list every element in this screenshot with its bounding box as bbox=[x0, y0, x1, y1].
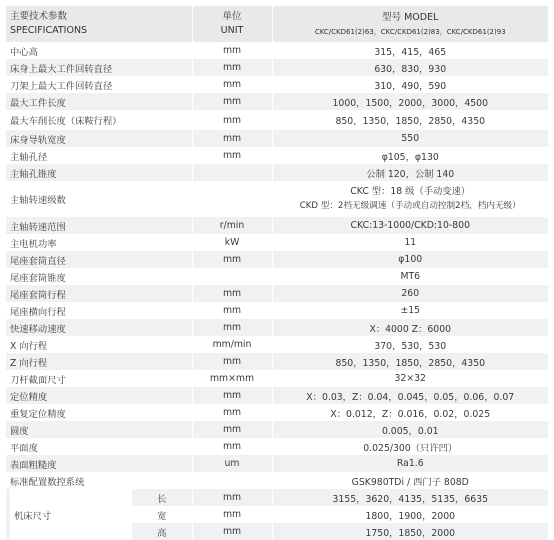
param-unit: mm bbox=[192, 387, 272, 404]
param-value: 公制 120，公制 140 bbox=[272, 164, 548, 181]
param-name: 主轴转速级数 bbox=[6, 181, 192, 217]
dims-name: 机床尺寸 bbox=[10, 489, 132, 540]
param-name: 主轴孔径 bbox=[6, 147, 192, 164]
table-row bbox=[6, 387, 548, 404]
param-unit: mm bbox=[192, 59, 272, 76]
table-row bbox=[6, 404, 548, 421]
param-value: 550 bbox=[272, 130, 548, 147]
param-value: φ100 bbox=[272, 251, 548, 268]
param-unit bbox=[192, 472, 272, 489]
param-unit: mm bbox=[192, 523, 272, 540]
param-unit: mm bbox=[192, 93, 272, 110]
param-name: 刀杆截面尺寸 bbox=[6, 370, 192, 387]
param-value: MT6 bbox=[400, 271, 421, 282]
dims-sub-label: 高 bbox=[132, 523, 192, 540]
param-value: 850，1350，1850，2850，4350 bbox=[272, 353, 548, 370]
param-name: 尾座套筒直径 bbox=[6, 251, 192, 268]
param-value: Ra1.6 bbox=[272, 455, 548, 472]
param-unit: mm bbox=[192, 506, 272, 523]
param-value: 1800，1900，2000 bbox=[365, 510, 456, 522]
param-value: φ105，φ130 bbox=[381, 151, 439, 163]
param-unit: mm/min bbox=[192, 336, 272, 353]
param-unit: mm bbox=[192, 130, 272, 147]
param-value: 370，530，530 bbox=[374, 340, 447, 352]
param-unit: mm bbox=[192, 319, 272, 336]
param-unit: mm bbox=[192, 353, 272, 370]
param-name: 中心高 bbox=[6, 42, 192, 59]
param-value: 310，490，590 bbox=[374, 80, 447, 92]
table-row bbox=[6, 336, 548, 353]
param-value: 630，830，930 bbox=[272, 59, 548, 76]
param-unit bbox=[192, 268, 272, 285]
table-row bbox=[6, 93, 548, 110]
param-value: X：0.012，Z：0.016，0.02，0.025 bbox=[330, 408, 491, 420]
table-row bbox=[6, 472, 548, 489]
param-name: 重复定位精度 bbox=[6, 404, 192, 421]
table-row bbox=[6, 455, 548, 472]
param-unit: mm bbox=[192, 421, 272, 438]
param-unit: mm bbox=[192, 42, 272, 59]
param-name: 快速移动速度 bbox=[6, 319, 192, 336]
param-value bbox=[272, 181, 548, 217]
table-row bbox=[6, 353, 548, 370]
header-model-cell bbox=[272, 6, 548, 42]
param-value: 3155，3620，4135，5135，6635 bbox=[272, 489, 548, 506]
param-value: 32×32 bbox=[394, 373, 426, 384]
param-unit: mm bbox=[192, 438, 272, 455]
dims-sub-label: 长 bbox=[132, 489, 192, 506]
table-row bbox=[6, 130, 548, 147]
param-value: 11 bbox=[404, 237, 417, 248]
param-value: X：0.03，Z：0.04，0.045，0.05，0.06，0.07 bbox=[272, 387, 548, 404]
param-name: 圆度 bbox=[6, 421, 192, 438]
param-value-line: CKC 型：18 级（手动变速） bbox=[350, 186, 471, 197]
param-value: ±15 bbox=[400, 305, 421, 316]
param-unit: mm bbox=[192, 251, 272, 268]
param-unit: mm bbox=[192, 404, 272, 421]
table-row bbox=[6, 164, 548, 181]
table-row bbox=[6, 76, 548, 93]
param-name: 尾座套筒锥度 bbox=[6, 268, 192, 285]
param-unit bbox=[192, 181, 272, 217]
param-name: 定位精度 bbox=[6, 387, 192, 404]
table-row bbox=[6, 147, 548, 164]
param-name: 床身上最大工件回转直径 bbox=[6, 59, 192, 76]
table-row bbox=[6, 110, 548, 130]
param-value: 315，415，465 bbox=[374, 46, 447, 58]
param-value: 850，1350，1850，2850，4350 bbox=[335, 116, 486, 127]
table-row bbox=[6, 370, 548, 387]
dims-sub-label: 宽 bbox=[132, 506, 192, 523]
dims-cell bbox=[6, 489, 192, 540]
table-row bbox=[6, 268, 548, 285]
table-row bbox=[6, 234, 548, 251]
table-row bbox=[6, 421, 548, 438]
param-value: CKC:13-1000/CKD:10-800 bbox=[272, 217, 548, 234]
param-name: 表面粗糙度 bbox=[6, 455, 192, 472]
param-name: 平面度 bbox=[6, 438, 192, 455]
param-name: 床身导轨宽度 bbox=[6, 130, 192, 147]
param-value: 260 bbox=[272, 285, 548, 302]
dims-subtable bbox=[10, 489, 192, 540]
table-row bbox=[6, 42, 548, 59]
table-row bbox=[6, 438, 548, 455]
header-model-list: CKC/CKD61(2)63，CKC/CKD61(2)83，CKC/CKD61(2)93 bbox=[314, 27, 506, 36]
param-unit: mm bbox=[192, 110, 272, 130]
table-row bbox=[6, 489, 548, 506]
param-name: 尾座套筒行程 bbox=[6, 285, 192, 302]
header-name-en: SPECIFICATIONS bbox=[10, 25, 88, 36]
header-unit-cell bbox=[192, 6, 272, 42]
table-row bbox=[6, 217, 548, 234]
param-unit: um bbox=[192, 455, 272, 472]
table-row bbox=[6, 319, 548, 336]
param-unit: mm bbox=[192, 285, 272, 302]
table-row bbox=[6, 302, 548, 319]
header-model-label: 型号 MODEL bbox=[382, 11, 439, 23]
param-name: 标准配置数控系统 bbox=[6, 472, 192, 489]
header-name-cell bbox=[6, 6, 192, 42]
param-name: 主电机功率 bbox=[6, 234, 192, 251]
param-unit: mm bbox=[192, 76, 272, 93]
table-row bbox=[6, 251, 548, 268]
param-value: 0.025/300（只许凹） bbox=[363, 442, 458, 454]
header-unit-cn: 单位 bbox=[222, 11, 242, 22]
param-unit: r/min bbox=[192, 217, 272, 234]
table-row bbox=[6, 285, 548, 302]
spec-table bbox=[6, 6, 548, 540]
param-unit: mm×mm bbox=[192, 370, 272, 387]
param-value-line: CKD 型：2档无级调速（手动或自动控制2档，档内无级） bbox=[299, 201, 521, 211]
param-unit: kW bbox=[192, 234, 272, 251]
param-name: Z 向行程 bbox=[6, 353, 192, 370]
param-unit: mm bbox=[192, 489, 272, 506]
param-value: GSK980TDi / 西门子 808D bbox=[351, 476, 469, 488]
param-name: 刀架上最大工件回转直径 bbox=[6, 76, 192, 93]
param-unit bbox=[192, 164, 272, 181]
param-value: 1750，1850，2000 bbox=[272, 523, 548, 540]
param-name: 尾座横向行程 bbox=[6, 302, 192, 319]
param-name: 最大车削长度（床鞍行程） bbox=[6, 110, 192, 130]
header-row bbox=[6, 6, 548, 42]
param-value: 0.005，0.01 bbox=[272, 421, 548, 438]
header-unit-en: UNIT bbox=[220, 25, 244, 36]
param-name: 最大工件长度 bbox=[6, 93, 192, 110]
table-row bbox=[6, 181, 548, 217]
param-value: 1000，1500，2000，3000，4500 bbox=[272, 93, 548, 110]
param-unit: mm bbox=[192, 302, 272, 319]
param-name: 主轴孔锥度 bbox=[6, 164, 192, 181]
header-name-cn: 主要技术参数 bbox=[10, 11, 68, 22]
table-row bbox=[6, 59, 548, 76]
param-name: X 向行程 bbox=[6, 336, 192, 353]
param-unit: mm bbox=[192, 147, 272, 164]
param-value: X：4000 Z：6000 bbox=[272, 319, 548, 336]
param-name: 主轴转速范围 bbox=[6, 217, 192, 234]
